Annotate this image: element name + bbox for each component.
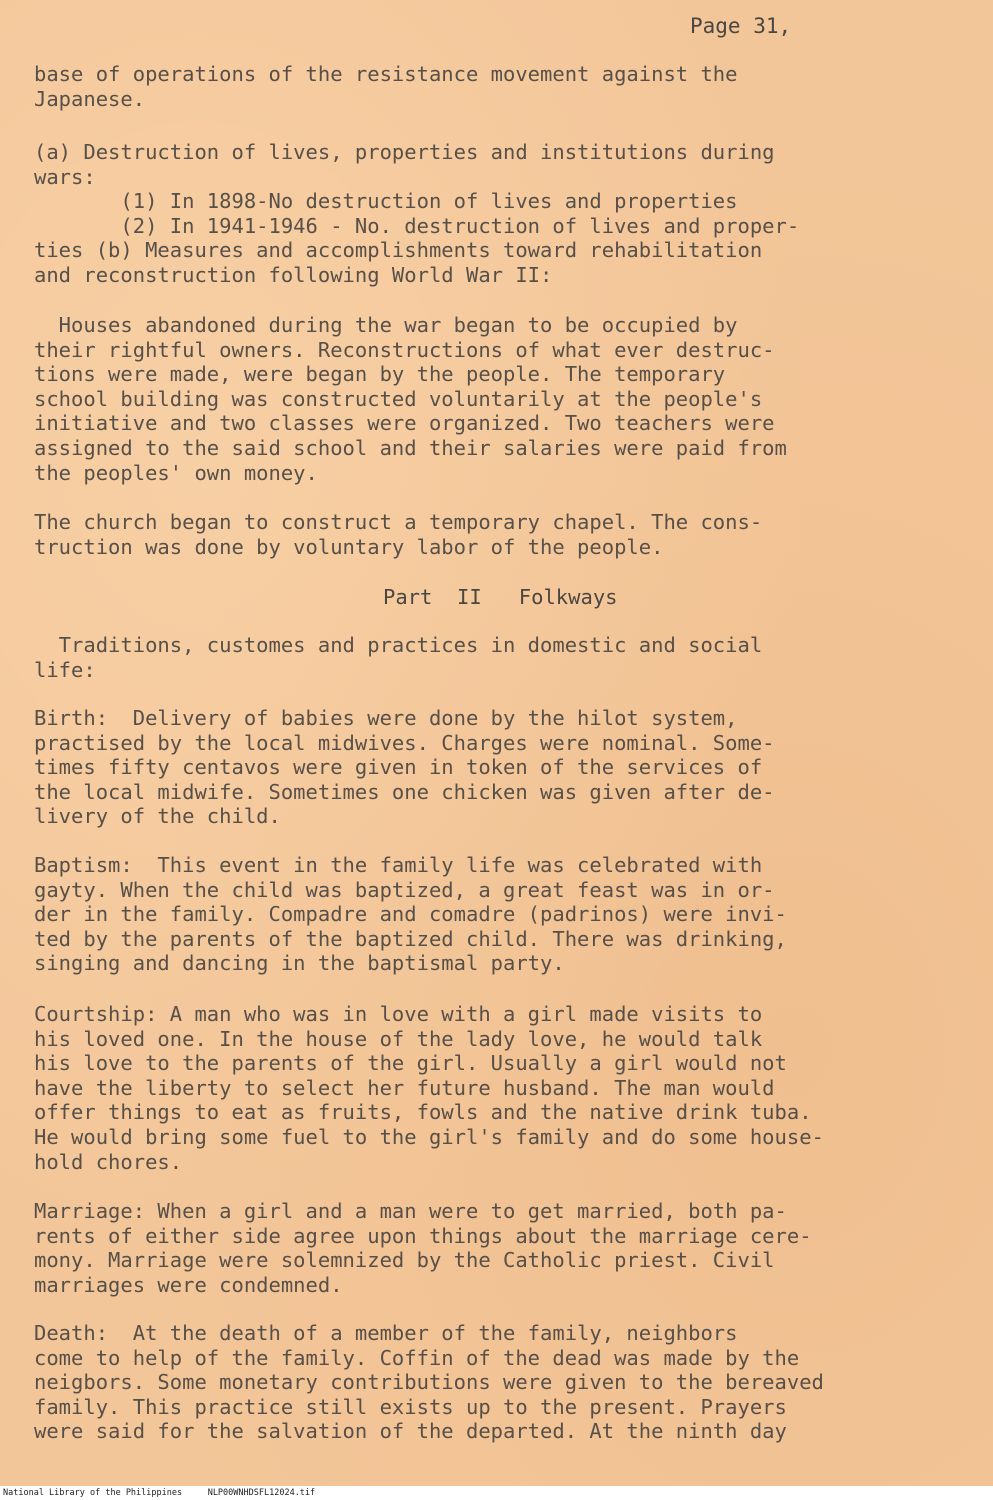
destruction-text: (a) Destruction of lives, properties and institutions during wars: (1) In 1898-No destruction of lives and properties (2) In 1941-1946 - No. destruction of lives and proper- ties (b) Measures and accomplishments toward rehabilitation and reconstruction following World War II:	[34, 140, 800, 287]
reconstruction-paragraph: Houses abandoned during the war began to be occupied by their rightful owners. Reconstructions of what ever destruc- tions were made, were began by the people. The temporary school building was constructed voluntarily at the people's initiative and two classes were organized. Two teachers were assigned to the said school and their salaries were paid from the peoples' own money.	[34, 313, 787, 485]
footer-caption: National Library of the Philippines NLP00WNHDSFL12024.tif	[3, 1488, 316, 1498]
section-intro-text: base of operations of the resistance movement against the Japanese.	[34, 62, 738, 111]
marriage-paragraph: Marriage: When a girl and a man were to get married, both pa- rents of either side agree upon things about the marriage cere- mony. Marriage were solemnized by the Catholic priest. Civil marriages were condemned.	[34, 1199, 812, 1297]
death-paragraph: Death: At the death of a member of the family, neighbors come to help of the family. Coffin of the dead was made by the neigbors. Some monetary contributions were given to the bereaved family. This practice still exists up to the present. Prayers were said for the salvation of the departed. At the ninth day	[34, 1321, 824, 1444]
part-heading: Part II Folkways	[383, 585, 618, 609]
church-paragraph: The church began to construct a temporary chapel. The cons- truction was done by voluntary labor of the people.	[34, 510, 763, 559]
baptism-paragraph: Baptism: This event in the family life was celebrated with gayty. When the child was baptized, a great feast was in or- der in the family. Compadre and comadre (padrinos) were invi- ted by the parents of the baptized child. There was drinking, singing and dancing in the baptismal party.	[34, 853, 787, 976]
page-number: Page 31,	[690, 14, 792, 38]
traditions-paragraph: Traditions, customes and practices in domestic and social life:	[34, 633, 763, 682]
courtship-paragraph: Courtship: A man who was in love with a girl made visits to his loved one. In the house of the lady love, he would talk his love to the parents of the girl. Usually a girl would not have the liberty to select her future husband. The man would offer things to eat as fruits, fowls and the native drink tuba. He would bring some fuel to the girl's family and do some house- hold chores.	[34, 1002, 824, 1174]
birth-paragraph: Birth: Delivery of babies were done by the hilot system, practised by the local midwives. Charges were nominal. Some- times fifty centavos were given in token of the services of the local midwife. Sometimes one chicken was given after de- livery of the child.	[34, 706, 775, 829]
